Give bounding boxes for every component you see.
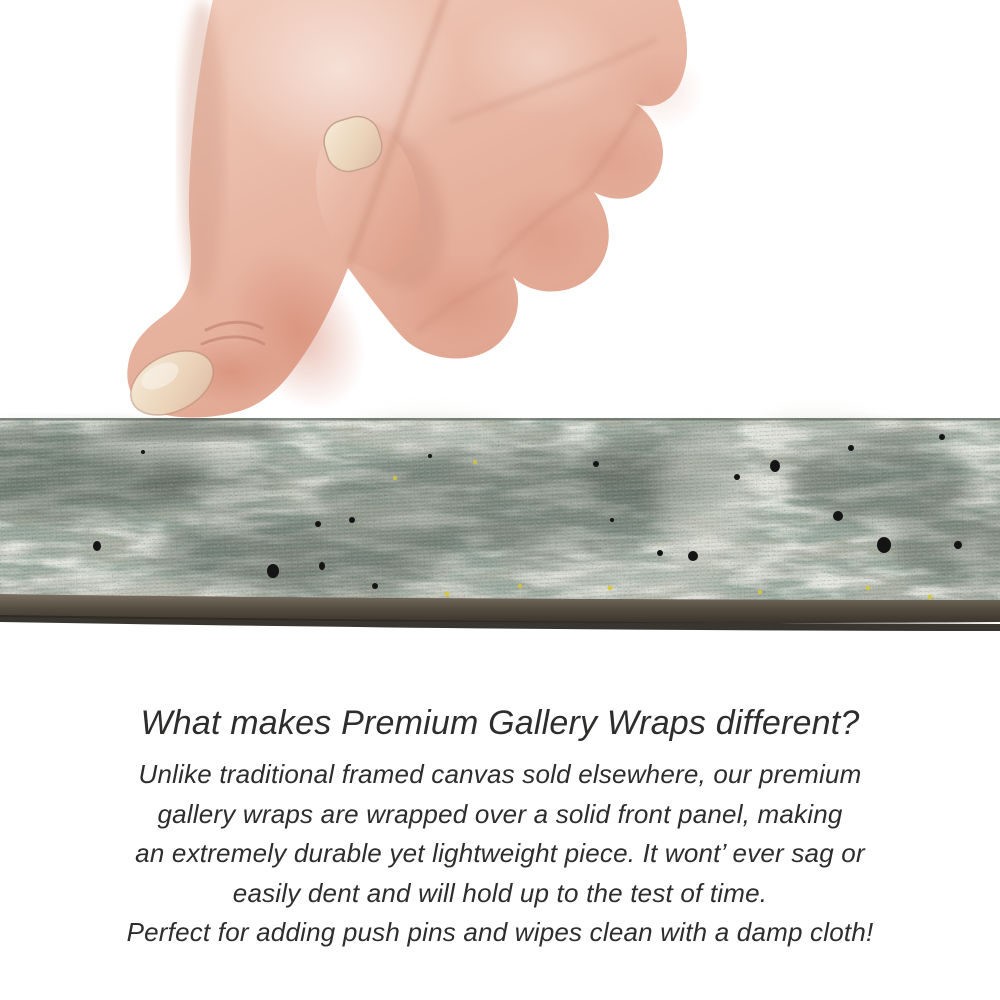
body-line-3: an extremely durable yet lightweight piece. It wont’ ever sag or [135,838,865,868]
body-line-5: Perfect for adding push pins and wipes clean with a damp cloth! [126,917,874,947]
headline: What makes Premium Gallery Wraps different? [140,704,860,742]
hand-left-shading [180,0,224,300]
body-line-4: easily dent and will hold up to the test of time. [232,877,768,908]
thumb-shadow [100,420,290,440]
canvas-strip [0,416,1000,631]
hand [120,0,705,434]
canvas-top-edge [0,418,1000,421]
marketing-copy [0,700,1000,953]
body-copy [0,755,1000,953]
body-line-1: Unlike traditional framed canvas sold elsewhere, our premium [138,759,862,789]
hand-highlight-2 [460,0,620,120]
body-line-2: gallery wraps are wrapped over a solid front panel, making [157,798,843,829]
